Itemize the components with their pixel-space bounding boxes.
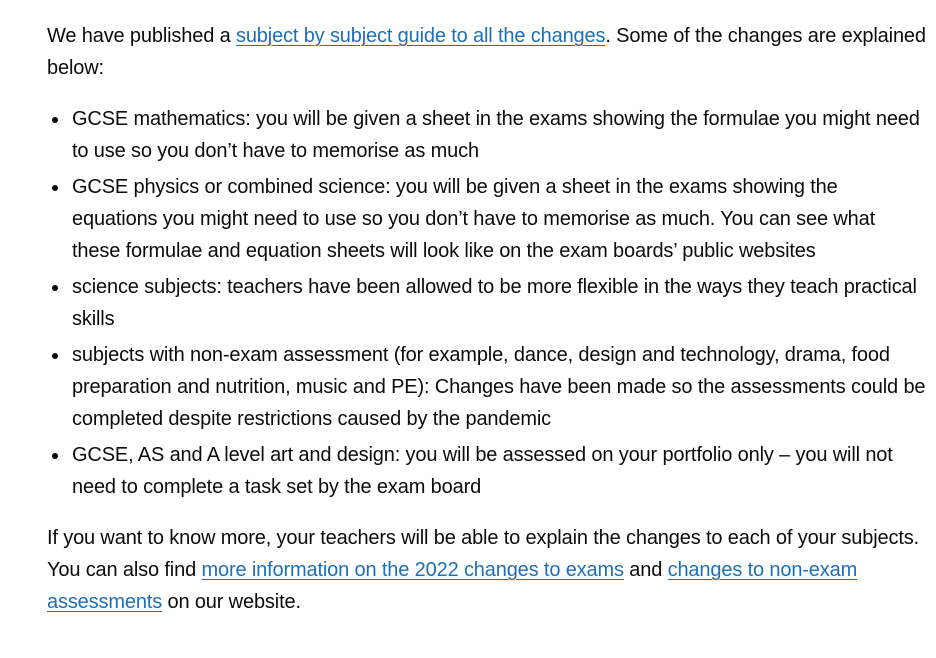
list-item-science-subjects: science subjects: teachers have been allowed to be more flexible in the ways they teach practical skills [47, 271, 927, 335]
outro-text-3: on our website. [162, 591, 301, 613]
intro-text-before: We have published a [47, 25, 236, 47]
list-item-gcse-mathematics: GCSE mathematics: you will be given a sheet in the exams showing the formulae you might need to use so you don’t have to memorise as much [47, 103, 927, 167]
exam-changes-2022-link[interactable]: more information on the 2022 changes to exams [201, 559, 624, 581]
intro-text-after: . Some of the changes are explained below: [47, 25, 926, 79]
changes-list [47, 103, 927, 503]
list-item-art-and-design: GCSE, AS and A level art and design: you will be assessed on your portfolio only – you will not need to complete a task set by the exam board [47, 439, 927, 503]
non-exam-assessments-link[interactable]: changes to non-exam assessments [47, 559, 858, 613]
subject-guide-link[interactable]: subject by subject guide to all the changes [235, 25, 606, 47]
list-item-non-exam-assessment: subjects with non-exam assessment (for example, dance, design and technology, drama, food preparation and nutrition, music and PE): Changes have been made so the assessments could be completed despite restrictions caused by the pandemic [47, 339, 927, 435]
intro-paragraph [47, 20, 927, 84]
article-content [47, 20, 927, 618]
outro-paragraph [47, 522, 927, 618]
outro-text-1: If you want to know more, your teachers will be able to explain the changes to each of your subjects. You can also find [47, 527, 920, 581]
outro-text-2: and [623, 559, 668, 581]
list-item-gcse-physics: GCSE physics or combined science: you will be given a sheet in the exams showing the equations you might need to use so you don’t have to memorise as much. You can see what these formulae and equation sheets will look like on the exam boards’ public websites [47, 171, 927, 267]
